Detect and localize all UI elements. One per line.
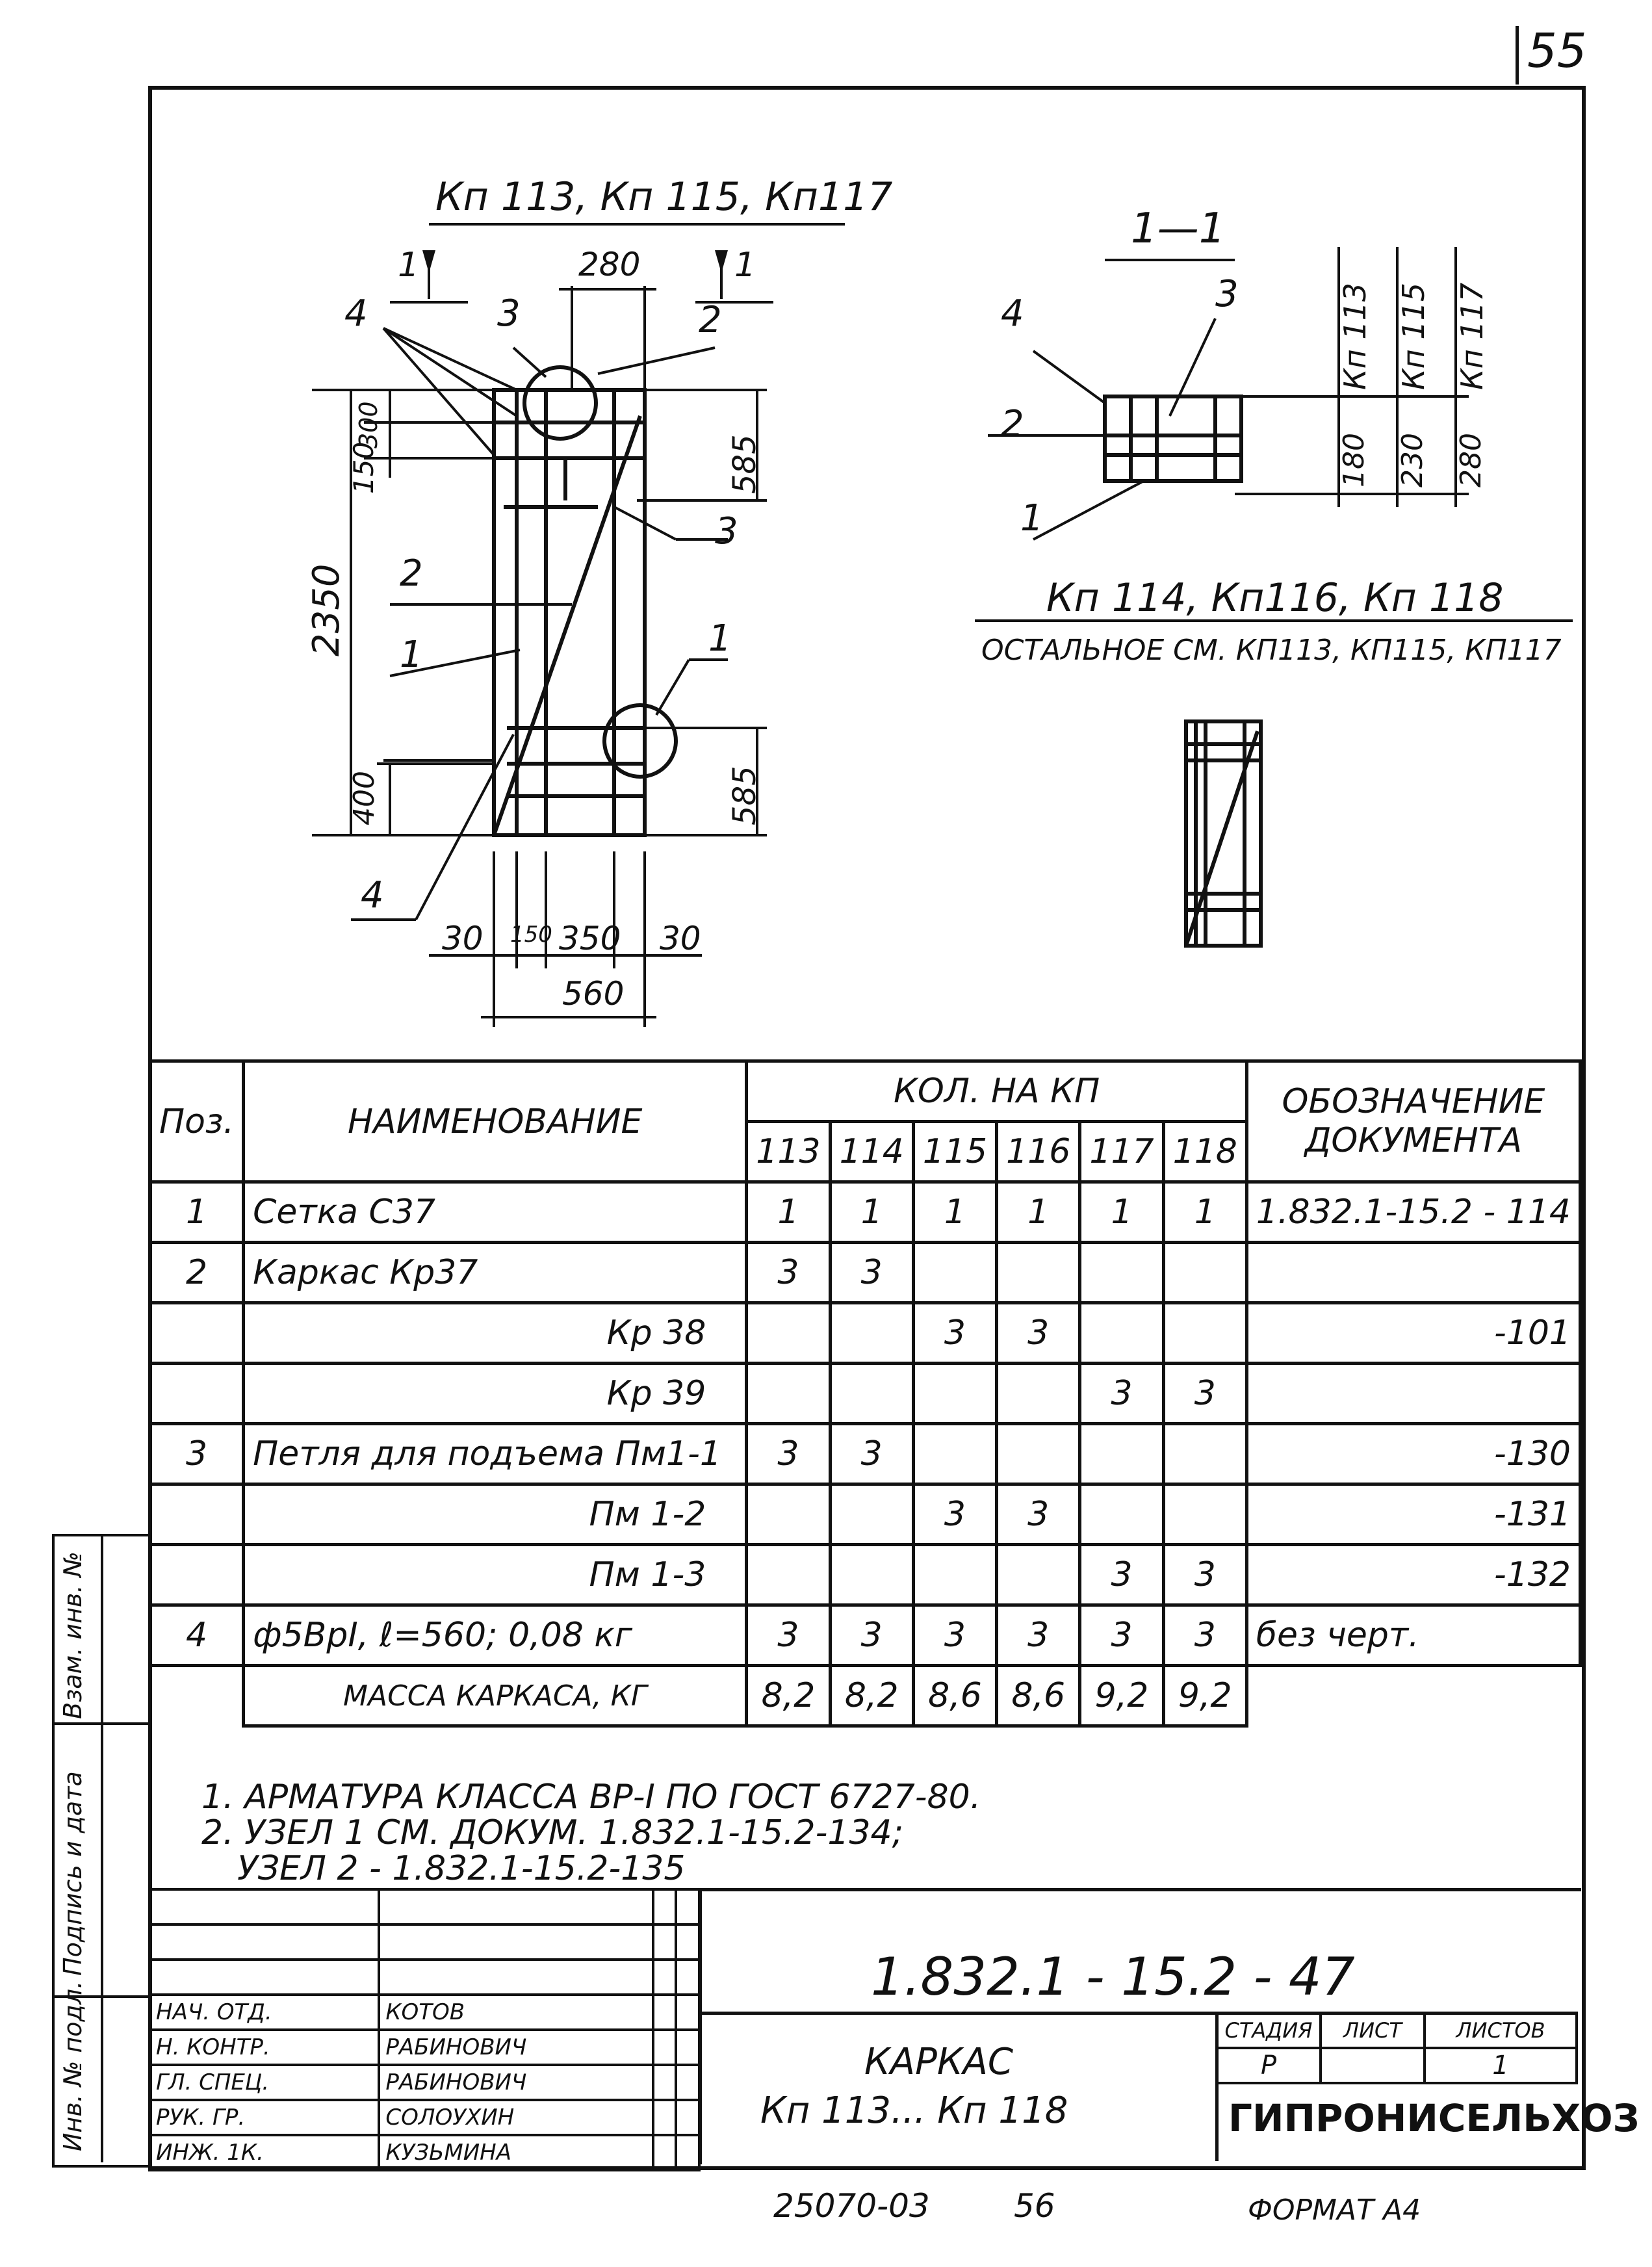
sheet-header: ЛИСТ — [1321, 2013, 1425, 2048]
dim-total-width: 560 — [562, 975, 625, 1013]
stamp-date — [676, 2030, 699, 2065]
spec-cell-doc: -132 — [1246, 1545, 1580, 1605]
stamp-role: ГЛ. СПЕЦ. — [149, 2065, 379, 2100]
spec-cell-qty — [913, 1424, 996, 1484]
spec-col: 115 — [913, 1122, 996, 1182]
spec-cell-name: ф5ВрI, ℓ=560; 0,08 кг — [244, 1605, 747, 1666]
sheet-value — [1321, 2048, 1425, 2083]
spec-mass-row — [150, 1666, 1581, 1726]
spec-header-qty: КОЛ. НА КП — [747, 1061, 1247, 1122]
spec-cell-empty — [150, 1666, 244, 1726]
spec-cell-doc — [1246, 1364, 1580, 1424]
spec-cell-qty — [1163, 1243, 1246, 1303]
dim-b30a: 30 — [442, 920, 484, 957]
spec-row — [150, 1303, 1581, 1364]
spec-cell-empty — [1246, 1666, 1580, 1726]
item-name: КАРКАС — [864, 2041, 1014, 2083]
spec-cell-qty: 1 — [747, 1182, 830, 1243]
stamp-name: СОЛОУХИН — [379, 2100, 652, 2135]
stamp-name: РАБИНОВИЧ — [379, 2065, 652, 2100]
section-callout-3: 3 — [1215, 273, 1239, 315]
callout-4-top: 4 — [344, 292, 368, 335]
spec-cell-qty — [830, 1545, 913, 1605]
stamp-role: ИНЖ. 1К. — [149, 2135, 379, 2170]
alt-title: Кп 114, Кп116, Кп 118 — [1046, 575, 1504, 621]
cut-mark-right: 1 — [734, 246, 756, 285]
spec-row — [150, 1605, 1581, 1666]
spec-cell-qty — [1080, 1243, 1163, 1303]
stamp-role: РУК. ГР. — [149, 2100, 379, 2135]
side-label-replace: Взам. инв. № — [58, 1551, 87, 1719]
doc-code: 1.832.1 - 15.2 - 47 — [871, 1947, 1355, 2007]
spec-mass-value: 8,6 — [997, 1666, 1080, 1726]
note-1: 1. АРМАТУРА КЛАССА ВР-I ПО ГОСТ 6727-80. — [201, 1778, 981, 1817]
spec-cell-qty: 3 — [997, 1303, 1080, 1364]
side-strip-h1 — [52, 1722, 148, 1725]
spec-mass-value: 8,6 — [913, 1666, 996, 1726]
spec-cell-qty: 3 — [913, 1605, 996, 1666]
spec-cell-qty — [747, 1484, 830, 1545]
spec-row — [150, 1243, 1581, 1303]
dim-total-height: 2350 — [305, 564, 348, 656]
stamp-date — [676, 1995, 699, 2030]
stamp-name: КУЗЬМИНА — [379, 2135, 652, 2170]
spec-cell-pos — [150, 1545, 244, 1605]
footer-num: 56 — [1014, 2187, 1055, 2225]
spec-cell-qty: 3 — [1080, 1605, 1163, 1666]
spec-cell-qty: 1 — [997, 1182, 1080, 1243]
spec-cell-pos — [150, 1303, 244, 1364]
spec-cell-qty — [1080, 1303, 1163, 1364]
spec-cell-qty: 1 — [1163, 1182, 1246, 1243]
spec-cell-qty — [830, 1364, 913, 1424]
section-title: 1—1 — [1131, 205, 1226, 253]
section-col-kp117: Кп 117 — [1454, 282, 1490, 390]
callout-3-top: 3 — [497, 292, 521, 335]
specification-table — [148, 1059, 1582, 1728]
spec-col: 114 — [830, 1122, 913, 1182]
alt-note: ОСТАЛЬНОЕ СМ. КП113, КП115, КП117 — [981, 634, 1562, 667]
stage-header: СТАДИЯ — [1217, 2013, 1321, 2048]
stamp-signature — [653, 2100, 677, 2135]
section-dim-280: 280 — [1454, 433, 1488, 487]
stamp-date — [676, 2065, 699, 2100]
spec-mass-value: 8,2 — [747, 1666, 830, 1726]
spec-cell-name: Пм 1-2 — [244, 1484, 747, 1545]
spec-cell-doc: -101 — [1246, 1303, 1580, 1364]
spec-cell-qty — [997, 1243, 1080, 1303]
dim-400: 400 — [348, 771, 381, 825]
section-dim-230: 230 — [1396, 433, 1429, 487]
spec-cell-pos: 4 — [150, 1605, 244, 1666]
spec-cell-qty — [1080, 1484, 1163, 1545]
item-range: Кп 113... Кп 118 — [760, 2090, 1068, 2132]
callout-node-1: 1 — [708, 617, 732, 660]
spec-cell-doc — [1246, 1243, 1580, 1303]
spec-col: 118 — [1163, 1122, 1246, 1182]
spec-cell-qty: 1 — [1080, 1182, 1163, 1243]
spec-cell-qty — [747, 1545, 830, 1605]
spec-cell-name: Петля для подъема Пм1-1 — [244, 1424, 747, 1484]
spec-cell-pos — [150, 1364, 244, 1424]
spec-cell-pos: 2 — [150, 1243, 244, 1303]
sheets-value: 1 — [1425, 2048, 1577, 2083]
section-callout-1: 1 — [1020, 497, 1044, 539]
spec-header-name: НАИМЕНОВАНИЕ — [244, 1061, 747, 1182]
cut-mark-left: 1 — [398, 246, 420, 285]
stamp-role-row — [149, 1995, 699, 2030]
spec-cell-qty — [830, 1303, 913, 1364]
spec-cell-name: Кр 38 — [244, 1303, 747, 1364]
spec-col: 116 — [997, 1122, 1080, 1182]
spec-cell-qty — [913, 1545, 996, 1605]
spec-cell-qty — [997, 1364, 1080, 1424]
spec-cell-qty — [1163, 1303, 1246, 1364]
main-title: Кп 113, Кп 115, Кп117 — [435, 174, 893, 220]
spec-row — [150, 1364, 1581, 1424]
stamp-date — [676, 2100, 699, 2135]
spec-cell-name: Кр 39 — [244, 1364, 747, 1424]
callout-1-mid: 1 — [400, 634, 423, 676]
spec-cell-qty: 1 — [830, 1182, 913, 1243]
spec-cell-qty: 3 — [1163, 1605, 1246, 1666]
spec-cell-qty: 3 — [1163, 1545, 1246, 1605]
spec-cell-qty: 3 — [830, 1424, 913, 1484]
spec-cell-name: Каркас Кр37 — [244, 1243, 747, 1303]
spec-cell-qty: 3 — [830, 1605, 913, 1666]
spec-header-pos: Поз. — [150, 1061, 244, 1182]
spec-cell-pos: 1 — [150, 1182, 244, 1243]
stamp-role: Н. КОНТР. — [149, 2030, 379, 2065]
spec-cell-qty: 3 — [997, 1484, 1080, 1545]
spec-cell-qty — [997, 1424, 1080, 1484]
dim-150: 150 — [348, 441, 380, 494]
dim-bottom-end: 585 — [727, 766, 763, 825]
callout-3-right: 3 — [715, 510, 738, 552]
stamp-signature — [653, 2030, 677, 2065]
spec-cell-pos: 3 — [150, 1424, 244, 1484]
dim-b150: 150 — [510, 922, 552, 948]
organization: ГИПРОНИСЕЛЬХОЗ — [1228, 2096, 1640, 2140]
spec-mass-label: МАССА КАРКАСА, КГ — [244, 1666, 747, 1726]
node-2-circle — [524, 367, 596, 439]
spec-cell-qty — [830, 1484, 913, 1545]
spec-cell-qty: 3 — [747, 1424, 830, 1484]
note-2: 2. УЗЕЛ 1 СМ. ДОКУМ. 1.832.1-15.2-134; — [201, 1813, 904, 1852]
stamp-date — [676, 2135, 699, 2170]
side-strip-divider — [101, 1534, 103, 2162]
spec-cell-qty: 1 — [913, 1182, 996, 1243]
stamp-role-row — [149, 2135, 699, 2170]
spec-cell-doc: -131 — [1246, 1484, 1580, 1545]
section-col-kp113: Кп 113 — [1337, 282, 1373, 390]
section-col-kp115: Кп 115 — [1396, 282, 1431, 390]
spec-mass-value: 8,2 — [830, 1666, 913, 1726]
stamp-roles-table — [148, 1888, 701, 2171]
spec-cell-qty: 3 — [913, 1484, 996, 1545]
spec-row — [150, 1424, 1581, 1484]
dim-300: 300 — [354, 401, 383, 448]
spec-cell-qty — [1080, 1424, 1163, 1484]
side-label-inventory: Инв. № подл. — [58, 1980, 87, 2151]
stamp-name: КОТОВ — [379, 1995, 652, 2030]
stamp-signature — [653, 2135, 677, 2170]
spec-cell-qty: 3 — [1080, 1545, 1163, 1605]
section-callout-2: 2 — [1001, 403, 1024, 445]
spec-cell-qty: 3 — [913, 1303, 996, 1364]
note-3: УЗЕЛ 2 - 1.832.1-15.2-135 — [237, 1849, 686, 1888]
stamp-role-row — [149, 2030, 699, 2065]
callout-2-mid: 2 — [400, 552, 423, 595]
spec-cell-qty — [913, 1243, 996, 1303]
spec-row — [150, 1545, 1581, 1605]
spec-cell-doc: без черт. — [1246, 1605, 1580, 1666]
spec-header-doc: ОБОЗНАЧЕНИЕ ДОКУМЕНТА — [1246, 1061, 1580, 1182]
spec-cell-doc: 1.832.1-15.2 - 114 — [1246, 1182, 1580, 1243]
spec-cell-qty: 3 — [997, 1605, 1080, 1666]
dim-top-end: 585 — [727, 434, 763, 494]
spec-cell-qty: 3 — [1163, 1364, 1246, 1424]
spec-cell-qty — [1163, 1424, 1246, 1484]
spec-mass-value: 9,2 — [1080, 1666, 1163, 1726]
stamp-role: НАЧ. ОТД. — [149, 1995, 379, 2030]
footer-code: 25070-03 — [773, 2187, 930, 2225]
spec-cell-qty — [1163, 1484, 1246, 1545]
spec-mass-value: 9,2 — [1163, 1666, 1246, 1726]
stamp-role-row — [149, 2065, 699, 2100]
sheets-header: ЛИСТОВ — [1425, 2013, 1577, 2048]
section-dim-180: 180 — [1337, 433, 1371, 487]
callout-4-bottom: 4 — [361, 874, 384, 916]
spec-cell-name: Пм 1-3 — [244, 1545, 747, 1605]
spec-cell-qty — [747, 1303, 830, 1364]
side-label-signature: Подпись и дата — [58, 1771, 87, 1976]
spec-row — [150, 1182, 1581, 1243]
spec-col: 113 — [747, 1122, 830, 1182]
dim-b30b: 30 — [660, 920, 701, 957]
spec-cell-name: Сетка С37 — [244, 1182, 747, 1243]
spec-row — [150, 1484, 1581, 1545]
spec-cell-qty: 3 — [747, 1243, 830, 1303]
dim-top-width: 280 — [578, 246, 641, 283]
spec-cell-qty: 3 — [1080, 1364, 1163, 1424]
spec-col: 117 — [1080, 1122, 1163, 1182]
stamp-role-row — [149, 2100, 699, 2135]
stamp-name: РАБИНОВИЧ — [379, 2030, 652, 2065]
dim-b350: 350 — [559, 920, 621, 957]
spec-cell-qty — [997, 1545, 1080, 1605]
spec-cell-qty: 3 — [747, 1605, 830, 1666]
callout-node-2: 2 — [699, 299, 722, 341]
spec-cell-pos — [150, 1484, 244, 1545]
spec-cell-qty — [747, 1364, 830, 1424]
spec-cell-doc: -130 — [1246, 1424, 1580, 1484]
stage-value: Р — [1217, 2048, 1321, 2083]
section-callout-4: 4 — [1001, 292, 1024, 335]
page-number: 55 — [1527, 23, 1587, 78]
spec-cell-qty — [913, 1364, 996, 1424]
format-label: ФОРМАТ А4 — [1248, 2194, 1421, 2227]
stamp-signature — [653, 2065, 677, 2100]
stage-table — [1215, 2012, 1578, 2084]
stamp-signature — [653, 1995, 677, 2030]
spec-cell-qty: 3 — [830, 1243, 913, 1303]
